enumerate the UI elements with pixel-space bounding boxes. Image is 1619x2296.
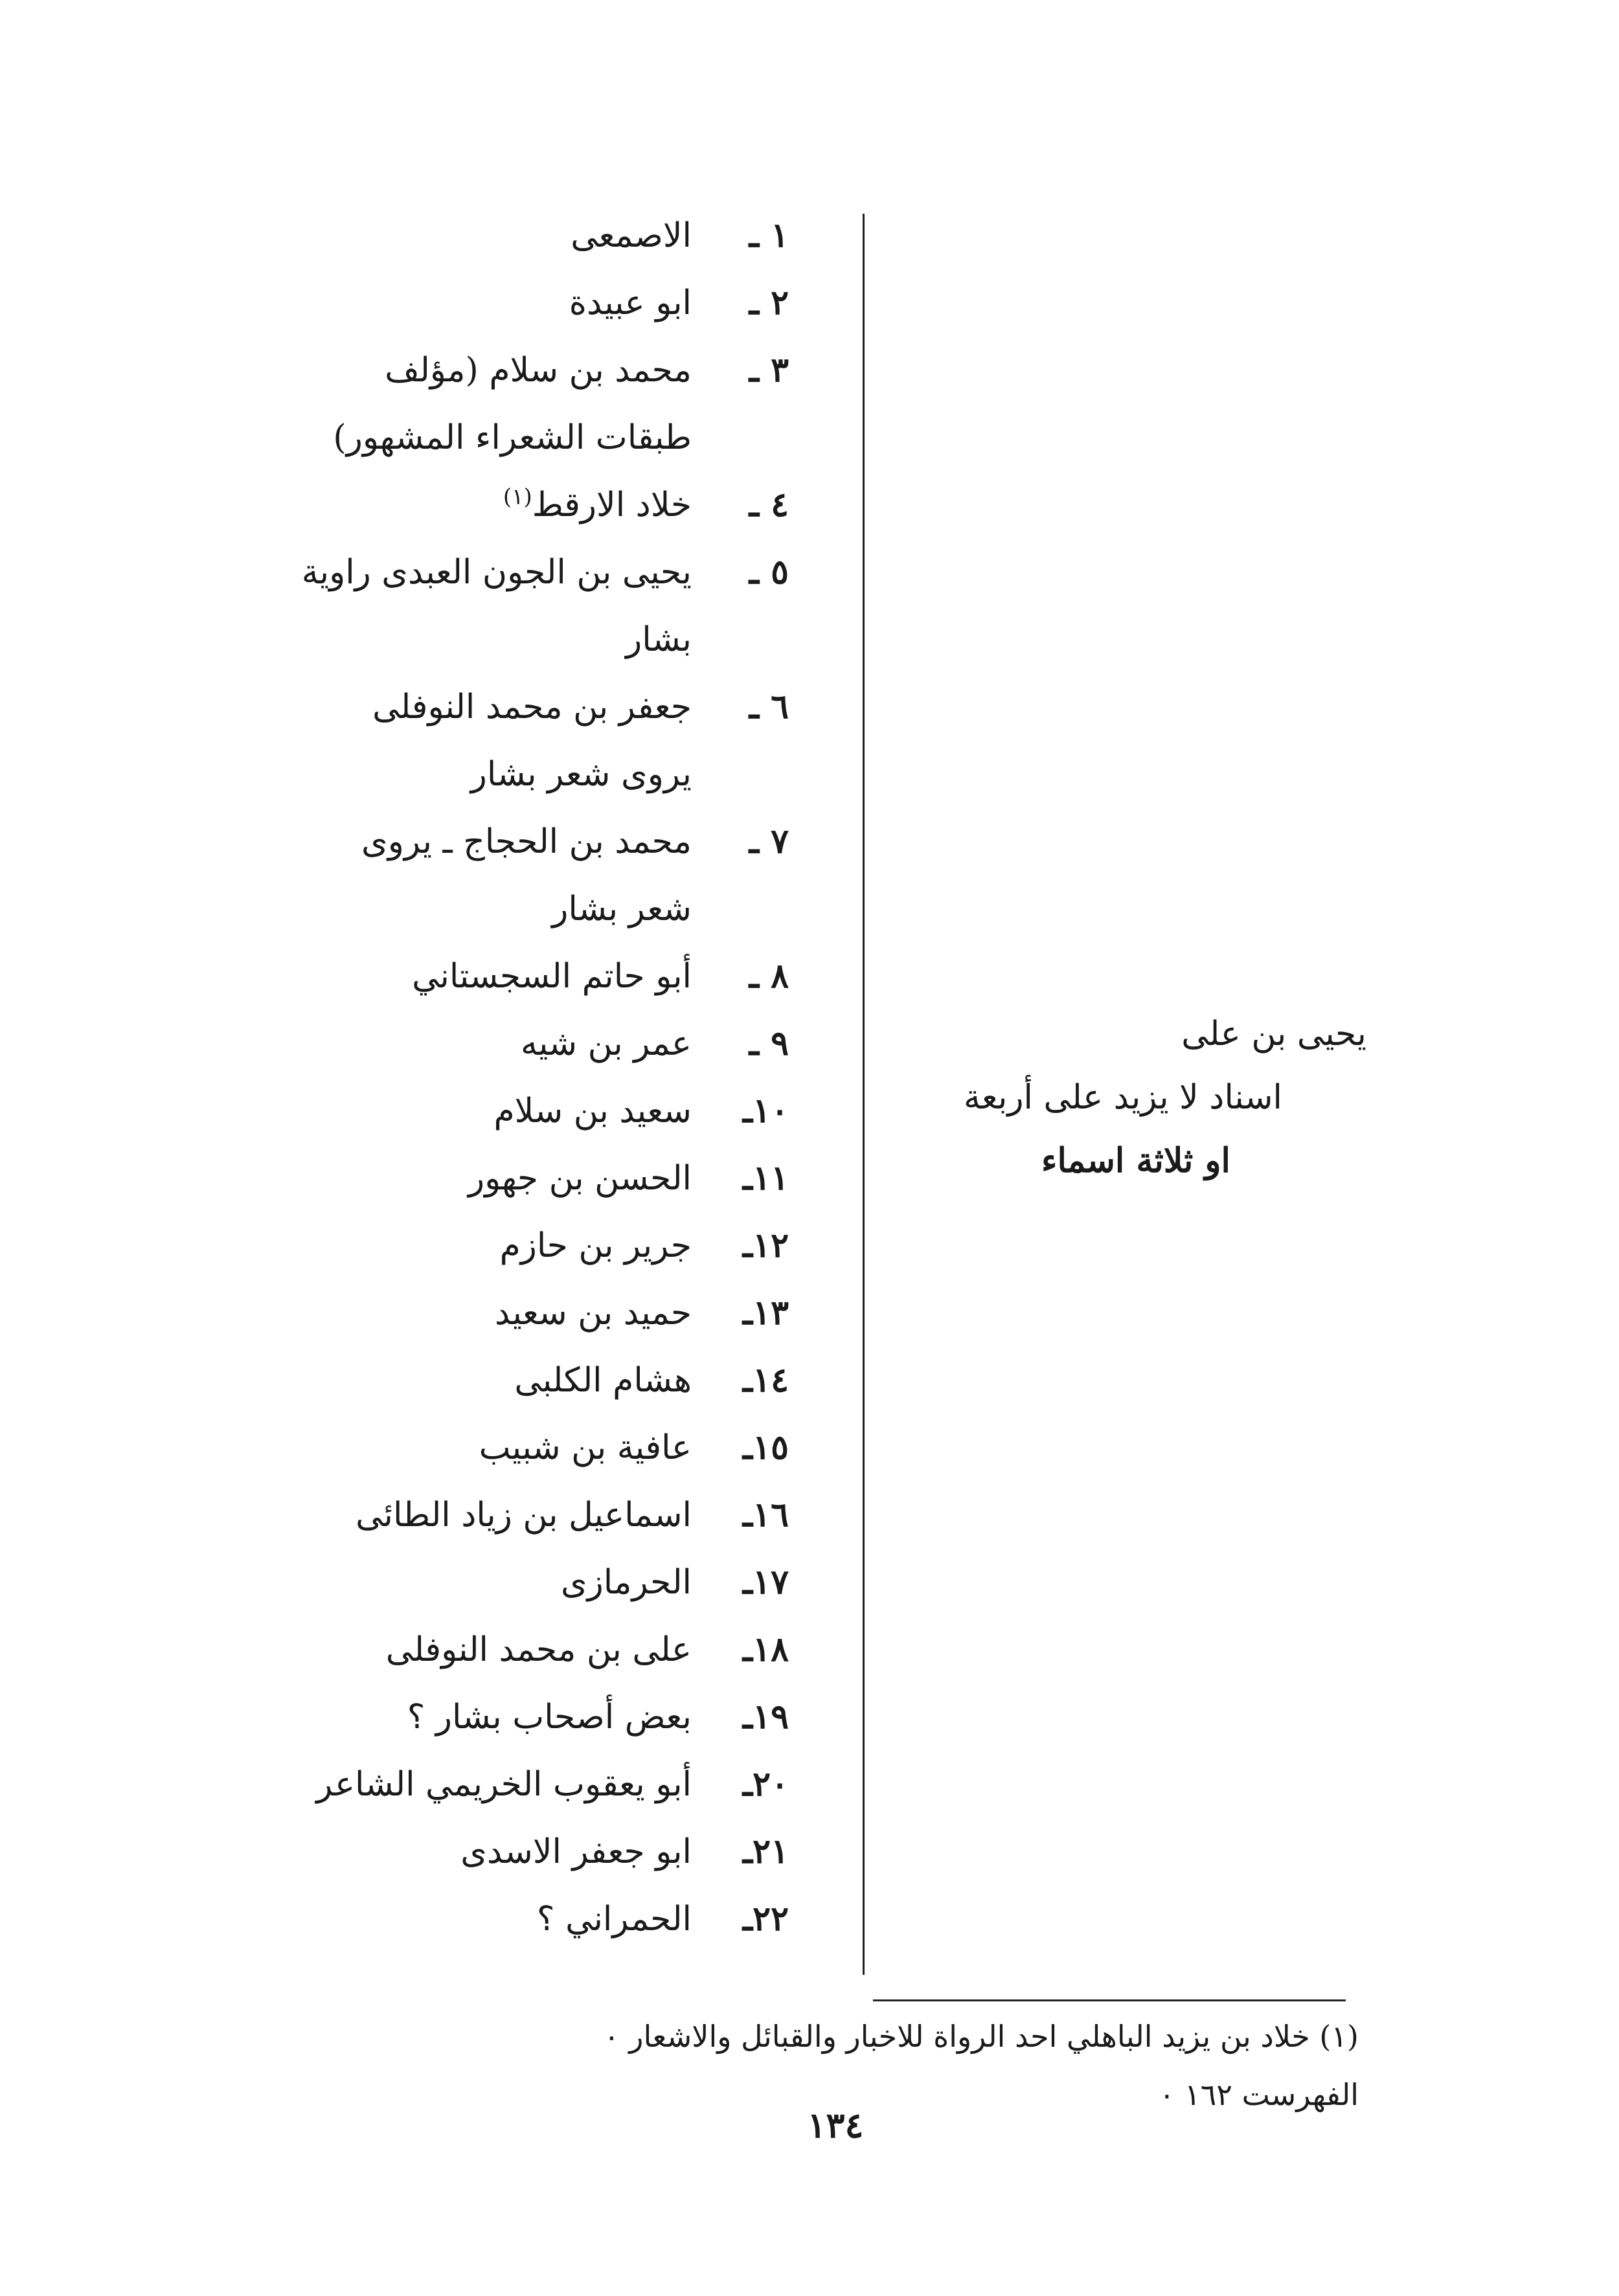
item-name: جرير بن حازم xyxy=(499,1226,692,1265)
item-name: الحرمازى xyxy=(560,1563,692,1602)
list-item xyxy=(297,1347,789,1414)
item-number: ٨ ـ xyxy=(749,956,789,996)
item-name: أبو يعقوب الخريمي الشاعر xyxy=(316,1765,692,1804)
item-number: ٢١ـ xyxy=(742,1832,789,1871)
list-item xyxy=(297,808,789,943)
isnad-line-1: يحيى بن على xyxy=(1181,1015,1366,1053)
item-number: ١٥ـ xyxy=(742,1428,789,1467)
list-item xyxy=(297,1212,789,1279)
item-name: ابو عبيدة xyxy=(569,284,692,322)
footnote-line-2: الفهرست ١٦٢ ٠ xyxy=(1159,2077,1359,2112)
list-item xyxy=(297,673,789,808)
item-name: عمر بن شيه xyxy=(520,1024,692,1063)
item-name: هشام الكلبى xyxy=(514,1361,692,1400)
footnote-rule xyxy=(873,1999,1346,2001)
list-item xyxy=(297,1683,789,1751)
item-name: بعض أصحاب بشار ؟ xyxy=(407,1698,692,1737)
item-number: ١ ـ xyxy=(749,216,789,255)
item-name: اسماعيل بن زياد الطائى xyxy=(356,1496,692,1535)
list-item xyxy=(297,1751,789,1818)
list-item xyxy=(297,1818,789,1885)
item-number: ١٣ـ xyxy=(742,1293,789,1333)
isnad-line-3: او ثلاثة اسماء xyxy=(1041,1141,1230,1180)
list-item xyxy=(297,1077,789,1145)
item-name xyxy=(297,471,692,539)
item-number: ١٢ـ xyxy=(742,1226,789,1265)
list-item xyxy=(297,539,789,673)
item-number: ١١ـ xyxy=(742,1158,789,1198)
footnote-marker: (١) xyxy=(503,484,532,510)
item-name: أبو حاتم السجستاني xyxy=(412,957,692,996)
item-number: ٩ ـ xyxy=(749,1024,789,1063)
item-number: ١٩ـ xyxy=(742,1697,789,1737)
list-item xyxy=(297,269,789,337)
item-number: ١٨ـ xyxy=(742,1630,789,1669)
item-number: ٢ ـ xyxy=(749,283,789,322)
list-item xyxy=(297,1616,789,1683)
footnote-line-1: (١) خلاد بن يزيد الباهلي احد الرواة للاخبار والقبائل والاشعار ٠ xyxy=(603,2019,1359,2054)
item-name: الحسن بن جهور xyxy=(468,1159,692,1198)
list-item xyxy=(297,1885,789,1953)
item-name: ابو جعفر الاسدى xyxy=(460,1832,692,1871)
list-item xyxy=(297,1010,789,1077)
list-item xyxy=(297,202,789,269)
item-name-text: خلاد الارقط xyxy=(532,486,692,524)
item-name: سعيد بن سلام xyxy=(493,1092,692,1131)
list-item xyxy=(297,471,789,539)
item-name: جعفر بن محمد النوفلى يروى شعر بشار xyxy=(372,688,692,794)
item-number: ٥ ـ xyxy=(749,552,789,592)
isnad-line-2: اسناد لا يزيد على أربعة xyxy=(964,1078,1282,1117)
list-item xyxy=(297,1279,789,1347)
item-number: ٦ ـ xyxy=(749,687,789,726)
page-number: ١٣٤ xyxy=(807,2104,864,2146)
item-number: ٧ ـ xyxy=(749,822,789,861)
item-name: حميد بن سعيد xyxy=(495,1294,692,1333)
item-name: الحمراني ؟ xyxy=(536,1900,692,1939)
list-item xyxy=(297,1549,789,1616)
item-number: ٢٢ـ xyxy=(742,1899,789,1939)
item-name: عافية بن شبيب xyxy=(479,1428,692,1467)
item-name: محمد بن الحجاج ـ يروى شعر بشار xyxy=(361,822,692,929)
item-number: ٢٠ـ xyxy=(742,1764,789,1804)
item-number: ١٧ـ xyxy=(742,1562,789,1602)
item-name: الاصمعى xyxy=(571,216,692,255)
item-number: ١٠ـ xyxy=(742,1091,789,1131)
isnad-note xyxy=(861,1002,1366,1193)
list-item xyxy=(297,1145,789,1212)
list-item xyxy=(297,1414,789,1481)
list-item xyxy=(297,1481,789,1549)
item-name: على بن محمد النوفلى xyxy=(385,1630,692,1669)
list-item xyxy=(297,943,789,1010)
item-name: محمد بن سلام (مؤلف طبقات الشعراء المشهور) xyxy=(333,351,692,457)
item-name: يحيى بن الجون العبدى راوية بشار xyxy=(301,553,692,659)
narrator-list xyxy=(297,202,789,1953)
item-number: ١٤ـ xyxy=(742,1360,789,1400)
item-number: ٤ ـ xyxy=(749,485,789,524)
list-item xyxy=(297,337,789,471)
item-number: ٣ ـ xyxy=(749,350,789,390)
item-number: ١٦ـ xyxy=(742,1495,789,1535)
